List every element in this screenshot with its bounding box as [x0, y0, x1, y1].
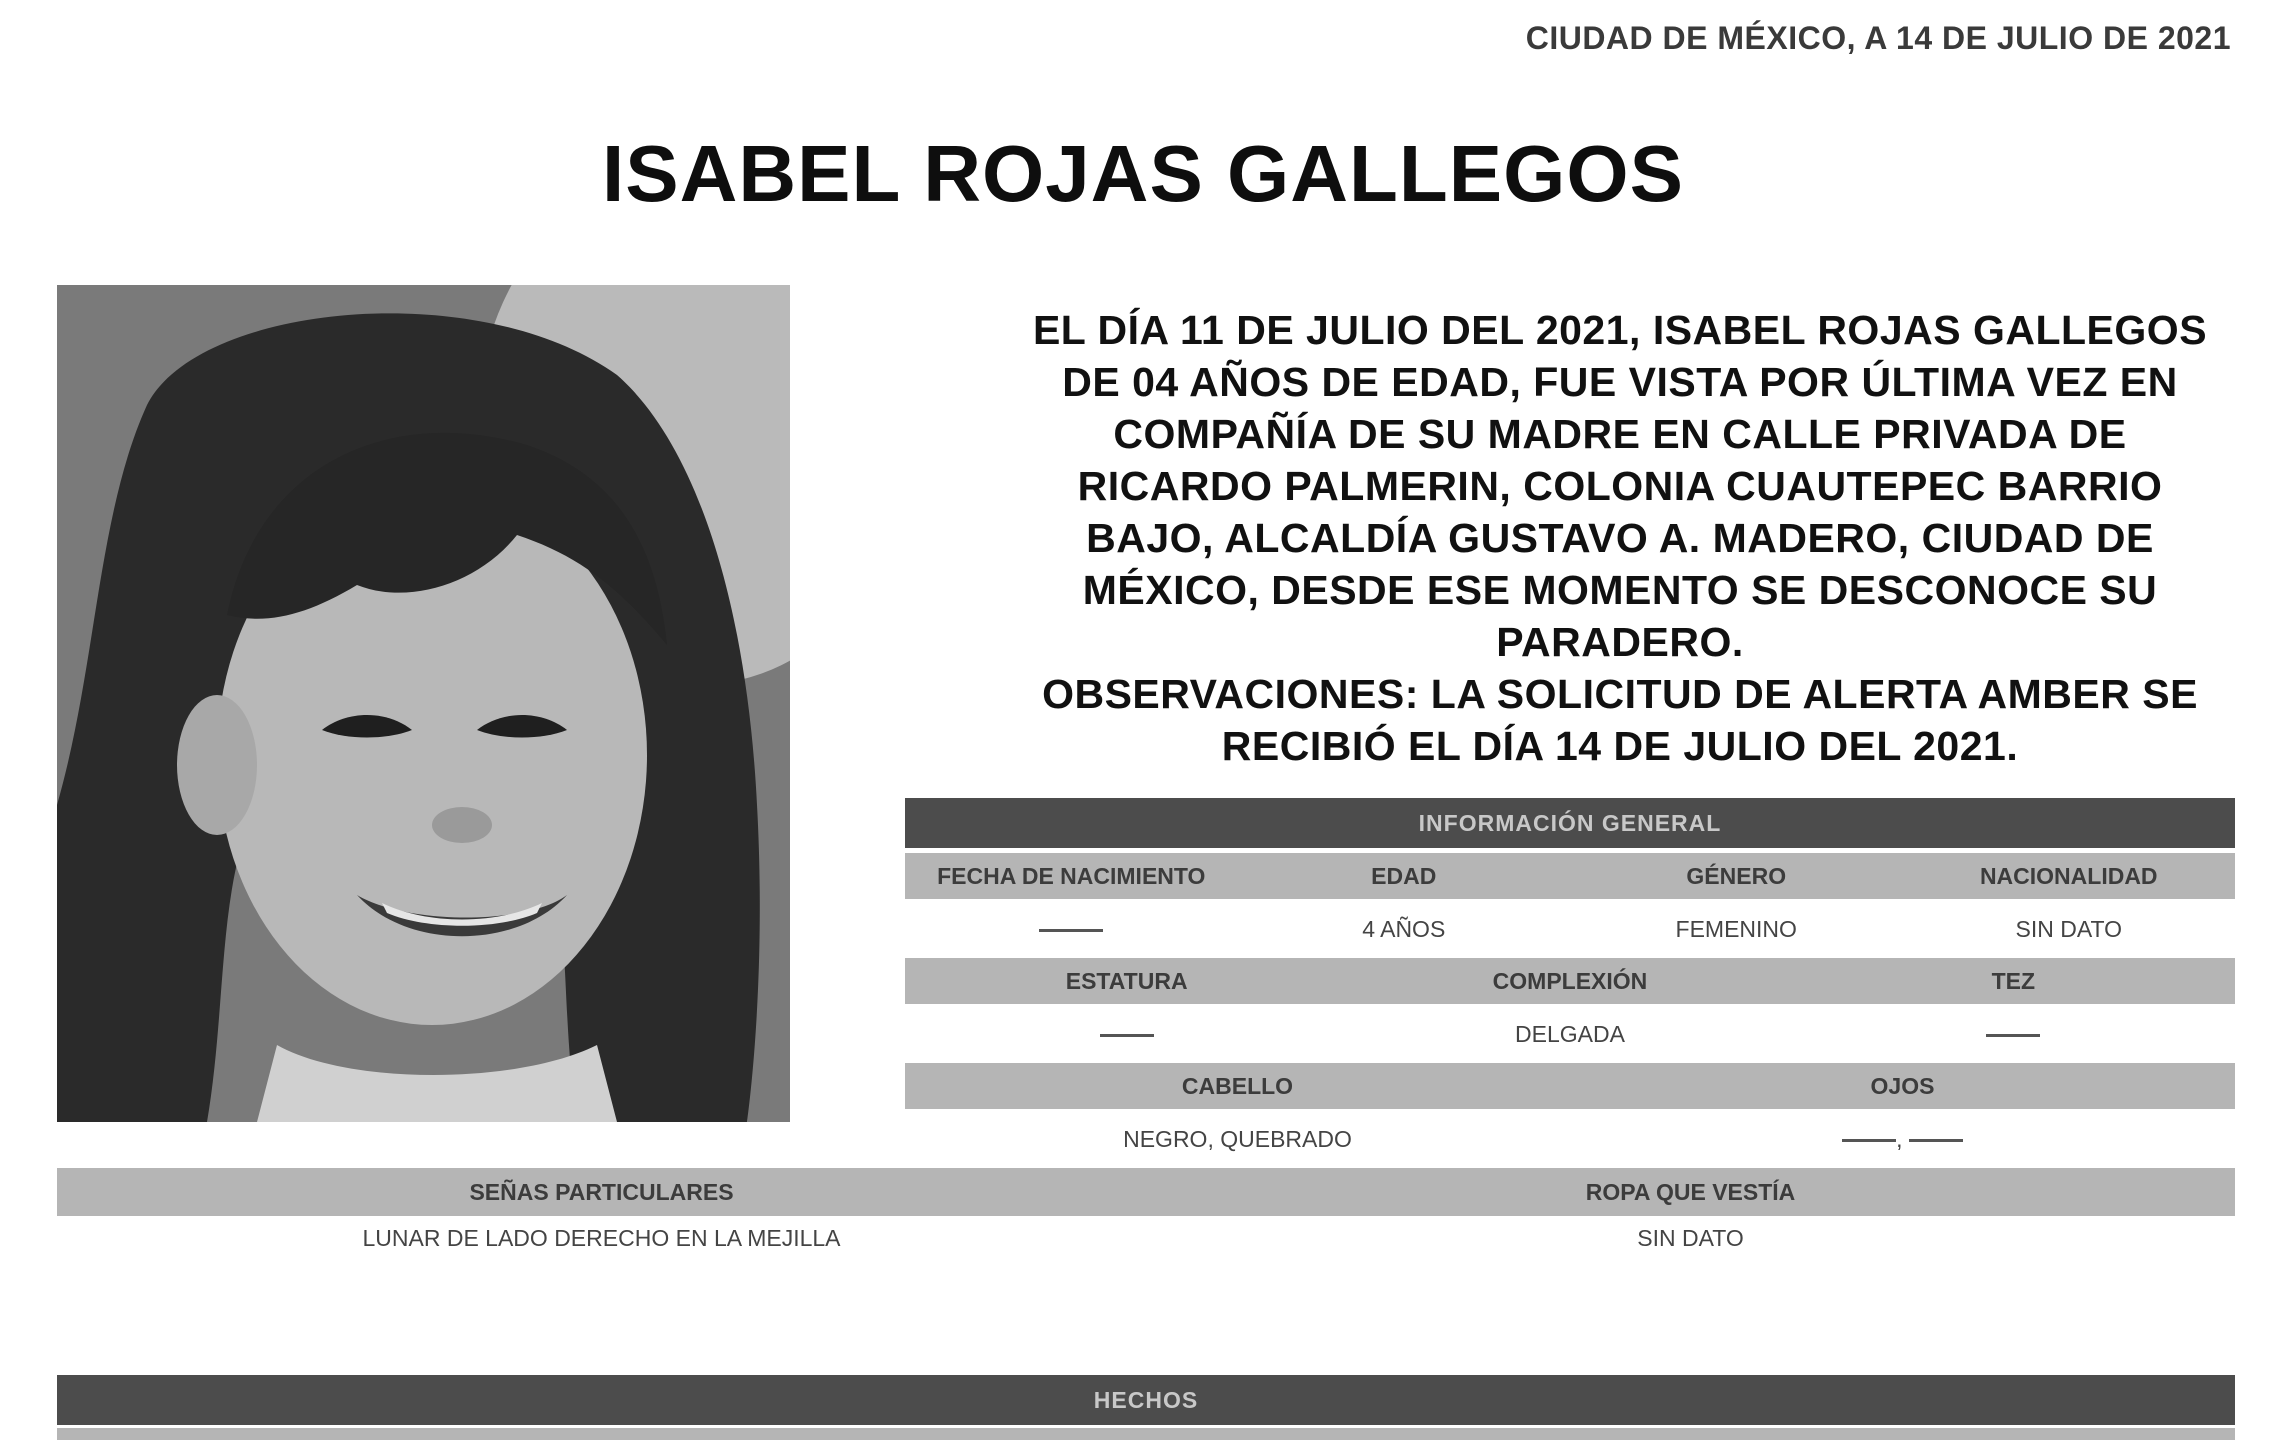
header-complexion: TEZ	[1991, 967, 2036, 994]
info-row1-headers	[905, 853, 2235, 899]
header-height: ESTATURA	[1065, 967, 1188, 994]
description-paragraph: EL DÍA 11 DE JULIO DEL 2021, ISABEL ROJAS GALLEGOS DE 04 AÑOS DE EDAD, FUE VISTA POR ÚLTIMA VEZ EN COMPAÑÍA DE SU MADRE EN CALLE PRIVADA DE RICARDO PALMERIN, COLONIA CUAUTEPEC BARRIO BAJO, ALCALDÍA GUSTAVO A. MADERO, CIUDAD DE MÉXICO, DESDE ESE MOMENTO SE DESCONOCE SU PARADERO.	[1032, 307, 2208, 665]
date-line: CIUDAD DE MÉXICO, A 14 DE JULIO DE 2021	[1525, 20, 2231, 56]
value-hair: NEGRO, QUEBRADO	[1123, 1125, 1352, 1152]
value-nationality: SIN DATO	[2015, 915, 2122, 942]
empty-dash	[1842, 1139, 1896, 1142]
observations-text: OBSERVACIONES: LA SOLICITUD DE ALERTA AMBER SE RECIBIÓ EL DÍA 14 DE JULIO DEL 2021.	[1042, 671, 2198, 769]
value-eyes: ,	[1570, 1126, 2235, 1153]
value-build: DELGADA	[1515, 1020, 1625, 1047]
value-birth-date	[905, 916, 1238, 943]
info-row1-values	[905, 906, 2235, 952]
empty-dash	[1986, 1034, 2040, 1037]
empty-dash	[1039, 929, 1103, 932]
value-height	[905, 1021, 1348, 1048]
value-complexion	[1792, 1021, 2235, 1048]
info-row3-headers	[905, 1063, 2235, 1109]
header-eyes: OJOS	[1870, 1072, 1935, 1099]
empty-dash	[1909, 1139, 1963, 1142]
features-headers	[57, 1168, 2235, 1216]
facts-title: HECHOS	[57, 1375, 2235, 1425]
info-row3-values	[905, 1116, 2235, 1162]
info-row2-values	[905, 1011, 2235, 1057]
header-clothing: ROPA QUE VESTÍA	[1585, 1178, 1796, 1205]
info-row2-headers	[905, 958, 2235, 1004]
value-age: 4 AÑOS	[1362, 915, 1446, 942]
value-distinguishing-marks: LUNAR DE LADO DERECHO EN LA MEJILLA	[362, 1224, 841, 1251]
empty-dash	[1100, 1034, 1154, 1037]
header-distinguishing-marks: SEÑAS PARTICULARES	[469, 1178, 734, 1205]
info-table-title: INFORMACIÓN GENERAL	[905, 798, 2235, 848]
header-gender: GÉNERO	[1686, 862, 1787, 889]
value-clothing: SIN DATO	[1637, 1224, 1744, 1251]
header-hair: CABELLO	[1181, 1072, 1294, 1099]
header-nationality: NACIONALIDAD	[1979, 862, 2158, 889]
header-build: COMPLEXIÓN	[1492, 967, 1648, 994]
value-gender: FEMENINO	[1675, 915, 1797, 942]
header-age: EDAD	[1371, 862, 1437, 889]
missing-child-photo	[57, 285, 790, 1122]
person-name-title: ISABEL ROJAS GALLEGOS	[602, 129, 1684, 218]
header-birth-date: FECHA DE NACIMIENTO	[937, 862, 1206, 889]
facts-header-row	[57, 1428, 2235, 1440]
case-description	[905, 304, 2286, 772]
features-values	[57, 1218, 2235, 1258]
